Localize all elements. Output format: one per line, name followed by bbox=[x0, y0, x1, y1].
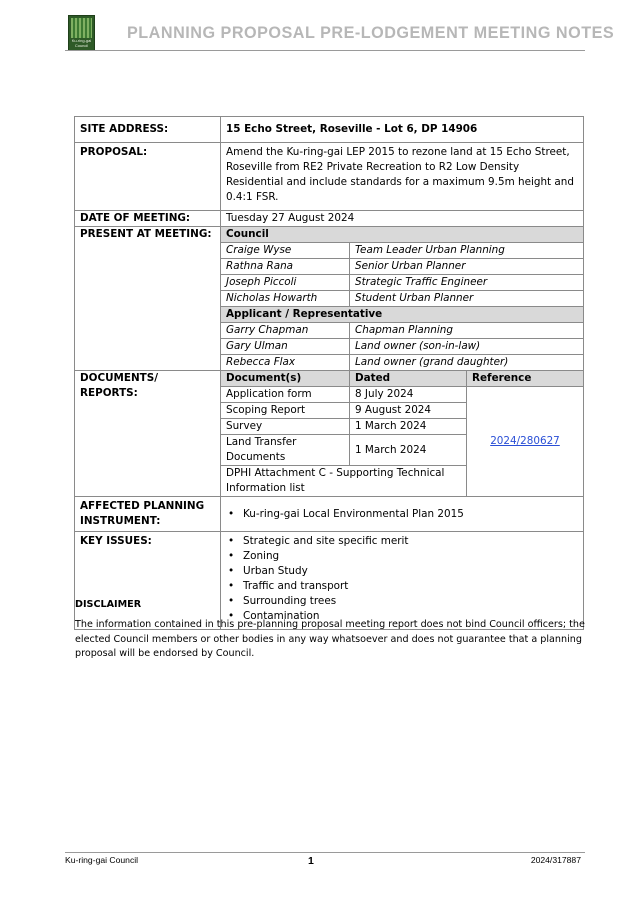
reference-link[interactable]: 2024/280627 bbox=[490, 435, 560, 447]
instrument-label: AFFECTED PLANNING INSTRUMENT: bbox=[75, 497, 221, 532]
list-item: • Ku-ring-gai Local Environmental Plan 2015 bbox=[226, 507, 578, 522]
document-name: Application form bbox=[221, 387, 350, 403]
document-name: DPHI Attachment C - Supporting Technical Information list bbox=[221, 466, 467, 497]
applicant-heading: Applicant / Representative bbox=[221, 307, 584, 323]
attendee-role: Senior Urban Planner bbox=[350, 259, 584, 275]
proposal-value: Amend the Ku-ring-gai LEP 2015 to rezone land at 15 Echo Street, Roseville from RE2 Private Recreation to R2 Low Density Residential and include standards for a maximum 9.5m height and 0.4:1 FSR. bbox=[221, 143, 584, 211]
attendee-name: Garry Chapman bbox=[221, 323, 350, 339]
reference-cell bbox=[467, 387, 584, 497]
meeting-details-table bbox=[74, 116, 584, 630]
document-date: 9 August 2024 bbox=[350, 403, 467, 419]
list-item: • Zoning bbox=[226, 549, 578, 564]
tree-logo-icon bbox=[71, 18, 92, 38]
header-divider bbox=[65, 50, 585, 51]
documents-label: DOCUMENTS/ REPORTS: bbox=[75, 371, 221, 497]
site-address-value: 15 Echo Street, Roseville - Lot 6, DP 14906 bbox=[221, 117, 584, 143]
document-name: Survey bbox=[221, 419, 350, 435]
documents-header-row bbox=[75, 371, 584, 387]
meeting-date-row bbox=[75, 211, 584, 227]
list-item: • Traffic and transport bbox=[226, 579, 578, 594]
list-item: • Urban Study bbox=[226, 564, 578, 579]
attendee-name: Craige Wyse bbox=[221, 243, 350, 259]
key-issues-label: KEY ISSUES: bbox=[75, 532, 221, 630]
key-issues-value bbox=[221, 532, 584, 630]
proposal-row bbox=[75, 143, 584, 211]
document-date: 1 March 2024 bbox=[350, 419, 467, 435]
attendee-role: Strategic Traffic Engineer bbox=[350, 275, 584, 291]
page-title: PLANNING PROPOSAL PRE-LODGEMENT MEETING NOTES bbox=[127, 24, 615, 42]
footer-organisation: Ku-ring-gai Council bbox=[65, 855, 139, 865]
attendee-role: Team Leader Urban Planning bbox=[350, 243, 584, 259]
attendee-name: Nicholas Howarth bbox=[221, 291, 350, 307]
key-issues-list bbox=[226, 534, 578, 624]
council-logo bbox=[68, 15, 95, 51]
page-number: 1 bbox=[308, 855, 314, 867]
key-issues-row bbox=[75, 532, 584, 630]
attendee-name: Gary Ulman bbox=[221, 339, 350, 355]
document-name: Scoping Report bbox=[221, 403, 350, 419]
meeting-date-label: DATE OF MEETING: bbox=[75, 211, 221, 227]
disclaimer-text: The information contained in this pre-planning proposal meeting report does not bind Council officers; the elected Council members or other bodies in any way whatsoever and does not guarantee that a planning proposal will be endorsed by Council. bbox=[75, 619, 585, 659]
reference-column-header: Reference bbox=[467, 371, 584, 387]
footer-document-number: 2024/317887 bbox=[530, 855, 581, 865]
list-item: • Contamination bbox=[226, 609, 578, 624]
document-date: 8 July 2024 bbox=[350, 387, 467, 403]
logo-text: Ku-ring-gai Council bbox=[71, 38, 92, 48]
attendee-name: Rebecca Flax bbox=[221, 355, 350, 371]
attendee-name: Rathna Rana bbox=[221, 259, 350, 275]
document-name: Land Transfer Documents bbox=[221, 435, 350, 466]
disclaimer-title: DISCLAIMER bbox=[75, 599, 142, 610]
meeting-date-value: Tuesday 27 August 2024 bbox=[221, 211, 584, 227]
attendee-name: Joseph Piccoli bbox=[221, 275, 350, 291]
footer-divider bbox=[65, 852, 585, 853]
dated-column-header: Dated bbox=[350, 371, 467, 387]
present-label: PRESENT AT MEETING: bbox=[75, 227, 221, 371]
council-heading: Council bbox=[221, 227, 584, 243]
attendee-role: Land owner (son-in-law) bbox=[350, 339, 584, 355]
instrument-value bbox=[221, 497, 584, 532]
document-column-header: Document(s) bbox=[221, 371, 350, 387]
site-address-row bbox=[75, 117, 584, 143]
document-date: 1 March 2024 bbox=[350, 435, 467, 466]
list-item: • Surrounding trees bbox=[226, 594, 578, 609]
instrument-row bbox=[75, 497, 584, 532]
proposal-label: PROPOSAL: bbox=[75, 143, 221, 211]
instrument-list bbox=[226, 507, 578, 522]
attendee-role: Student Urban Planner bbox=[350, 291, 584, 307]
present-heading-row bbox=[75, 227, 584, 243]
list-item: • Strategic and site specific merit bbox=[226, 534, 578, 549]
attendee-role: Land owner (grand daughter) bbox=[350, 355, 584, 371]
site-address-label: SITE ADDRESS: bbox=[75, 117, 221, 143]
attendee-role: Chapman Planning bbox=[350, 323, 584, 339]
